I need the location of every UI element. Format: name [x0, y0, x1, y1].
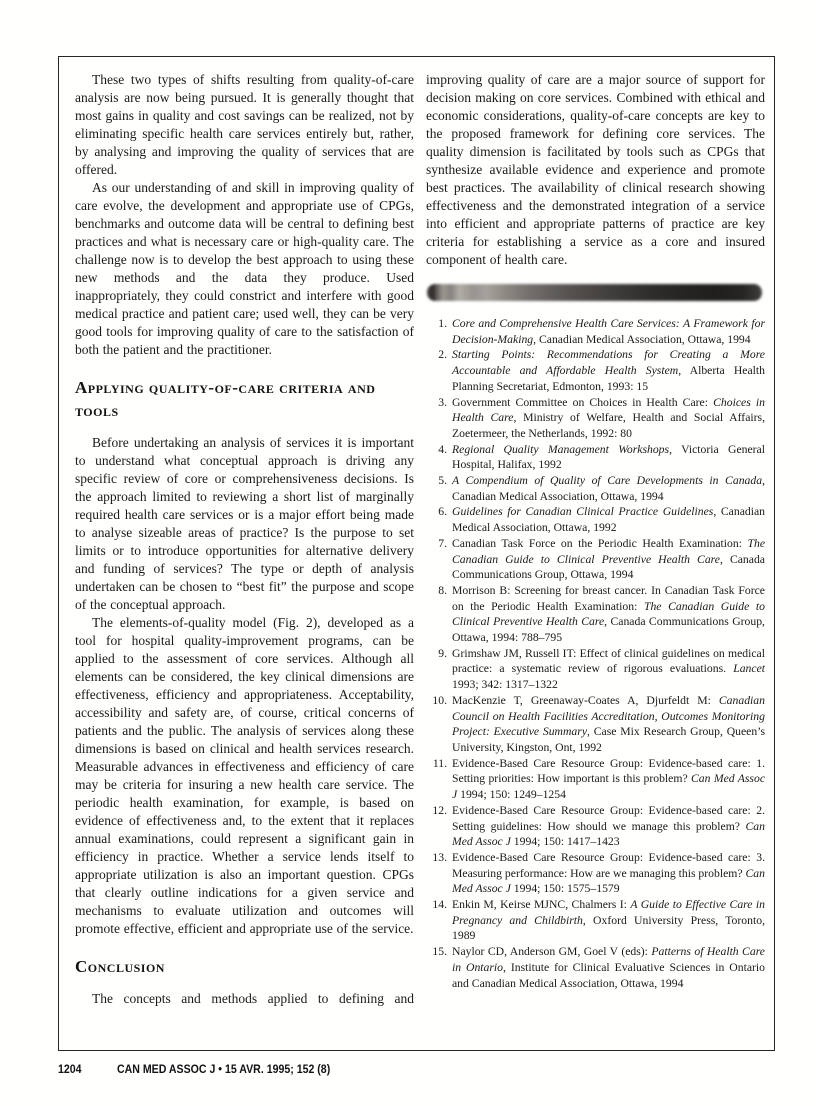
footer-page-number-text: 1204 — [58, 1064, 82, 1076]
footer-page-number — [58, 1064, 117, 1076]
reference-number: 8. — [438, 583, 447, 597]
reference-number: 14. — [432, 898, 447, 912]
reference-item — [426, 536, 765, 583]
reference-item — [426, 646, 765, 693]
reference-item — [426, 316, 765, 347]
reference-number: 1. — [438, 317, 447, 330]
reference-text: Canadian Task Force on the Periodic Health Examination: The Canadian Guide to Clinical Preventive Health Care, Canada Communications Group, Ottawa, 1994 — [452, 536, 765, 582]
reference-text: Starting Points: Recommendations for Creating a More Accountable and Affordable Health System, Alberta Health Planning Secretariat, Edmonton, 1993: 15 — [452, 348, 765, 393]
reference-number: 12. — [432, 803, 447, 817]
reference-text: Evidence-Based Care Resource Group: Evidence-based care: 2. Setting guidelines: How should we manage this problem? Can Med Assoc J 1994; 150: 1417–1423 — [452, 803, 765, 849]
reference-number: 13. — [432, 850, 447, 864]
reference-item — [426, 395, 765, 442]
reference-item — [426, 583, 765, 646]
reference-text: Enkin M, Keirse MJNC, Chalmers I: A Guide to Effective Care in Pregnancy and Childbirth, Oxford University Press, Toronto, 1989 — [452, 898, 766, 943]
reference-item — [426, 473, 765, 504]
references-heading-smudge — [427, 284, 762, 301]
paragraph: The elements-of-quality model (Fig. 2), developed as a tool for hospital quality-improvement programs, can be applied to the assessment of core services. Although all elements can be considered, the key clinical dimensions are effectiveness, efficiency and appropriateness. Acceptability, accessibility and safety are, of course, critical concerns of patients and the public. The analysis of services along these dimensions is based on clinical and health services research. Measurable advances in effectiveness and efficiency of care may be criteria for insuring a new health care service. The periodic health examination, for example, is based on evidence of effectiveness and, to the extent that it replaces annual examinations, could represent a significant gain in efficiency in practice. Whether a service lends itself to appropriate utilization is also an important question. CPGs that clearly outline indications for a given service and mechanisms to evaluate utilization and outcomes will promote effective, efficient and appropriate use of the service. — [75, 615, 414, 936]
reference-number: 10. — [432, 693, 447, 707]
reference-number: 6. — [438, 505, 447, 519]
reference-text: A Compendium of Quality of Care Developments in Canada, Canadian Medical Association, Ottawa, 1994 — [452, 474, 765, 503]
reference-number: 11. — [432, 756, 447, 770]
reference-number: 9. — [438, 646, 447, 660]
paragraph: Before undertaking an analysis of services it is important to understand what conceptual approach is driving any specific review of core or comprehensiveness decisions. Is the approach limited to reviewing a short list of marginally required health care services or is a major effort being made to analyse sizeable areas of practice? Is the purpose to set limits or to introduce opportunities for alternative delivery and funding of services? The type or depth of analysis undertaken can be chosen to “best fit” the purpose and scope of the conceptual approach. — [75, 435, 414, 612]
reference-number: 15. — [432, 945, 447, 959]
reference-text: Naylor CD, Anderson GM, Goel V (eds): Patterns of Health Care in Ontario, Institute for Clinical Evaluative Sciences in Ontario and Canadian Medical Association, Ottawa, 1994 — [452, 945, 765, 990]
reference-list — [426, 316, 765, 991]
reference-item — [426, 504, 765, 535]
reference-item — [426, 803, 765, 850]
paragraph: The concepts and methods applied to defining and — [92, 991, 414, 1006]
footer-journal-line-text: CAN MED ASSOC J • 15 AVR. 1995; 152 (8) — [117, 1064, 331, 1076]
footer-journal-line — [117, 1064, 349, 1076]
reference-item — [426, 347, 765, 394]
reference-text: Grimshaw JM, Russell IT: Effect of clinical guidelines on medical practice: a systematic review of rigorous evaluations. Lancet 1993; 342: 1317–1322 — [452, 646, 765, 692]
reference-number: 7. — [438, 536, 447, 550]
reference-text: Evidence-Based Care Resource Group: Evidence-based care: 1. Setting priorities: How important is this problem? Can Med Assoc J 1994; 150: 1249–1254 — [452, 756, 766, 802]
page-footer — [58, 1064, 774, 1076]
right-column — [426, 71, 765, 1050]
paragraph: These two types of shifts resulting from quality-of-care analysis are now being pursued. It is generally thought that most gains in quality and cost savings can be realized, not by eliminating specific health care services entirely but, rather, by analysing and improving the quality of services that are offered. — [75, 72, 414, 177]
reference-item — [426, 693, 765, 756]
paragraph: As our understanding of and skill in improving quality of care evolve, the development and appropriate use of CPGs, benchmarks and outcome data will be central to defining best practices and what is necessary care or high-quality care. The challenge now is to develop the best approach to using these new methods and the data they produce. Used inappropriately, they could constrict and interfere with good medical practice and patient care; used well, they can be very good tools for improving quality of care to the satisfaction of both the patient and the practitioner. — [75, 180, 414, 357]
reference-text: MacKenzie T, Greenaway-Coates A, Djurfeldt M: Canadian Council on Health Facilities Accreditation, Outcomes Monitoring Project: Executive Summary, Case Mix Research Group, Queen’s University, Kingston, Ont, 1992 — [452, 693, 766, 754]
reference-item — [426, 944, 765, 991]
reference-number: 4. — [438, 442, 447, 456]
page-border-frame — [58, 56, 775, 1051]
reference-text: Evidence-Based Care Resource Group: Evidence-based care: 3. Measuring performance: How are we managing this problem? Can Med Assoc J 1994; 150: 1575–1579 — [452, 850, 765, 896]
reference-item — [426, 756, 765, 803]
reference-item — [426, 442, 765, 473]
section-heading: Applying quality-of-care criteria and tools — [75, 378, 376, 420]
section-heading: Conclusion — [75, 957, 165, 976]
reference-text: Government Committee on Choices in Health Care: Choices in Health Care, Ministry of Welfare, Health and Social Affairs, Zoetermeer, the Netherlands, 1992: 80 — [452, 395, 765, 440]
reference-text: Morrison B: Screening for breast cancer. In Canadian Task Force on the Periodic Health Examination: The Canadian Guide to Clinical Preventive Health Care, Canada Communications Group, Ottawa, 1994: 788–795 — [452, 583, 765, 645]
reference-text: Core and Comprehensive Health Care Services: A Framework for Decision-Making, Canadian Medical Association, Ottawa, 1994 — [452, 317, 765, 346]
continuation-paragraph: improving quality of care are a major source of support for decision making on core services. Combined with ethical and economic considerations, quality-of-care concepts are key to the proposed framework for defining core services. The quality dimension is facilitated by tools such as CPGs that synthesize available evidence and experience and promote best practices. The availability of clinical research showing effectiveness and the demonstrated integration of a service into efficient and appropriate patterns of practice are key criteria for establishing a service as a core and insured component of health care. — [426, 72, 765, 267]
reference-text: Regional Quality Management Workshops, Victoria General Hospital, Halifax, 1992 — [452, 442, 765, 472]
reference-text: Guidelines for Canadian Clinical Practice Guidelines, Canadian Medical Association, Ottawa, 1992 — [452, 505, 765, 535]
reference-item — [426, 897, 765, 944]
reference-number: 5. — [438, 474, 447, 488]
reference-number: 3. — [438, 395, 447, 409]
reference-number: 2. — [438, 348, 447, 362]
left-column — [75, 71, 414, 1050]
reference-item — [426, 850, 765, 897]
